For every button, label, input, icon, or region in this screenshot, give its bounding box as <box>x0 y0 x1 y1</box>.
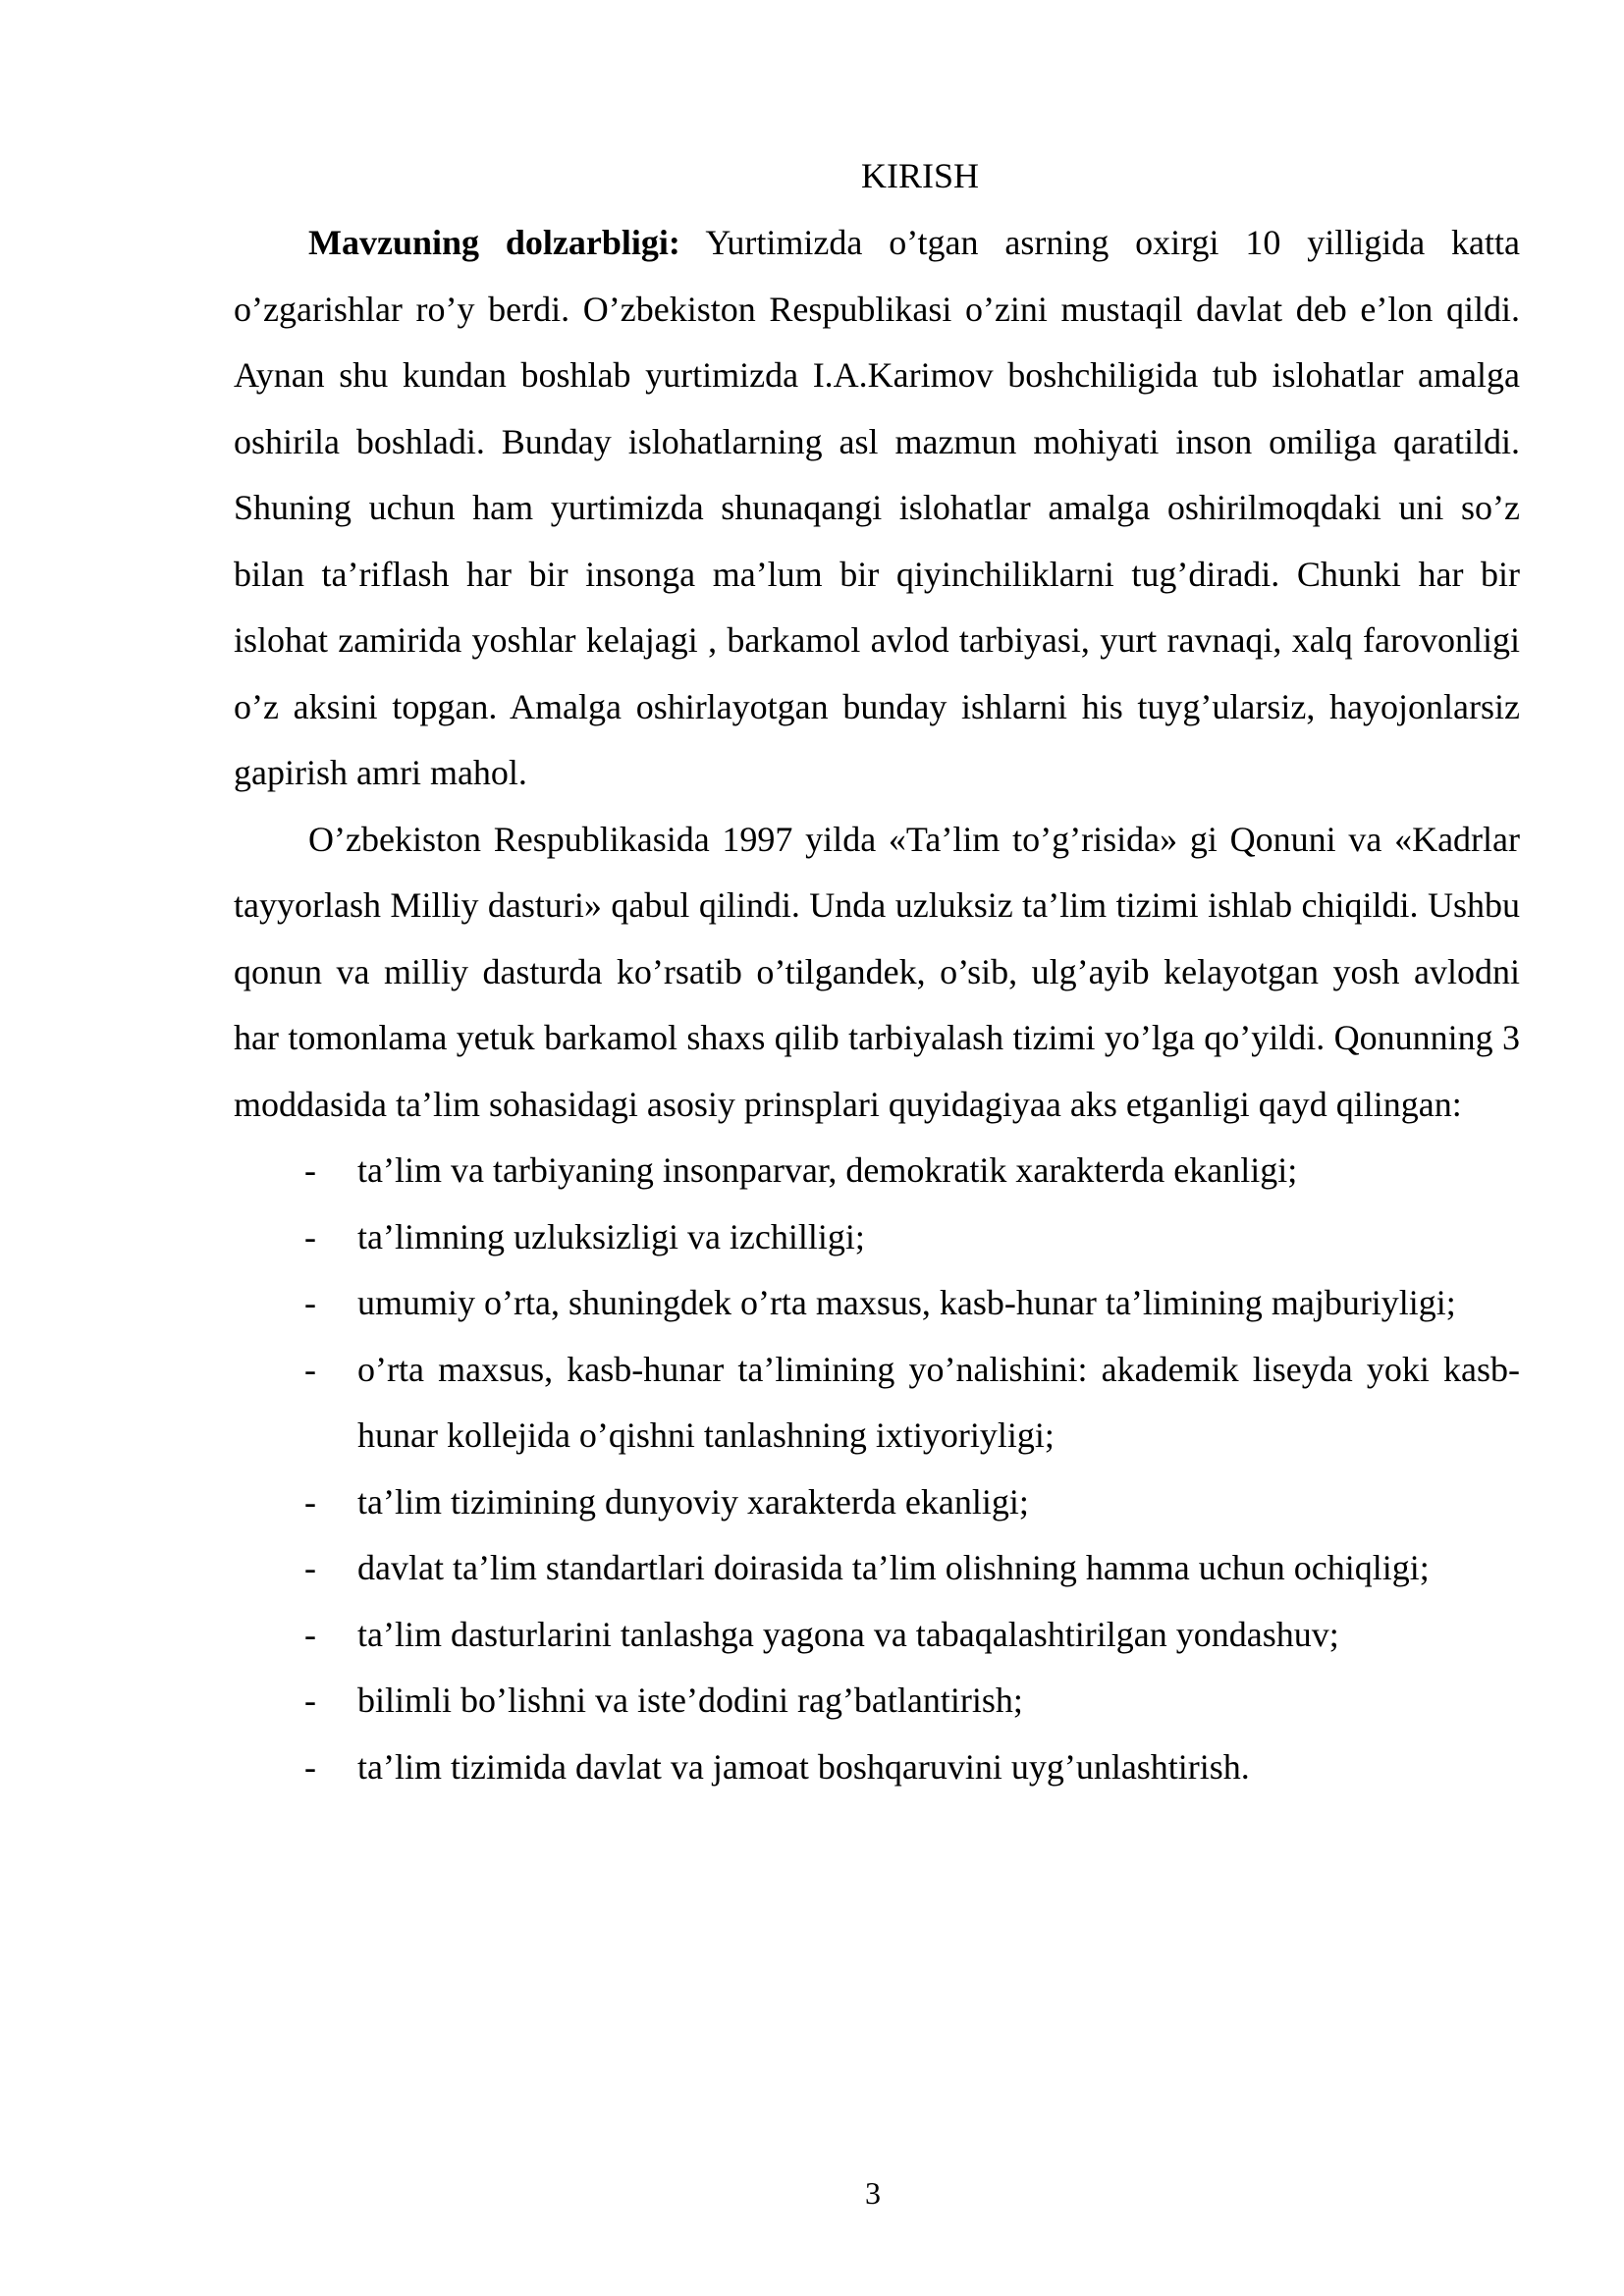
list-item <box>234 1735 1520 1801</box>
list-item-text: umumiy o’rta, shuningdek o’rta maxsus, kasb-hunar ta’limining majburiyligi; <box>357 1283 1456 1322</box>
paragraph-relevance <box>234 210 1520 807</box>
list-item-text: ta’limning uzluksizligi va izchilligi; <box>357 1216 865 1256</box>
page-title: KIRISH <box>860 156 979 195</box>
bullet-dash: - <box>304 1216 316 1256</box>
list-item-text: ta’lim tizimining dunyoviy xarakterda ekanligi; <box>357 1481 1029 1522</box>
bullet-dash: - <box>304 1614 316 1654</box>
bullet-dash: - <box>304 1283 316 1322</box>
paragraph-text: O’zbekiston Respublikasida 1997 yilda «Ta’lim to’g’risida» gi Qonuni va «Kadrlar tayyorlash Milliy dasturi» qabul qilindi. Unda uzluksiz ta’lim tizimi ishlab chiqildi. Ushbu qonun va milliy dasturda ko’rsatib o’tilgandek, o’sib, ulg’ayib kelayotgan yosh avlodni har tomonlama yetuk barkamol shaxs qilib tarbiyalash tizimi yo’lga qo’yildi. Qonunning 3 moddasida ta’lim sohasidagi asosiy prinsplari quyidagiyaa aks etganligi qayd qilingan: <box>234 819 1520 1124</box>
list-item-text: o’rta maxsus, kasb-hunar ta’limining yo’nalishini: akademik liseyda yoki kasb-hunar kollejida o’qishni tanlashning ixtiyoriyligi; <box>357 1349 1520 1455</box>
document-body <box>234 210 1520 1800</box>
bullet-dash: - <box>304 1349 316 1389</box>
list-item <box>234 1469 1520 1536</box>
bullet-dash: - <box>304 1548 316 1587</box>
page-number: 3 <box>865 2175 881 2211</box>
list-item <box>234 1204 1520 1271</box>
list-item <box>234 1668 1520 1735</box>
list-item <box>234 1602 1520 1669</box>
list-item <box>234 1138 1520 1204</box>
paragraph-text: Yurtimizda o’tgan asrning oxirgi 10 yilligida katta o’zgarishlar ro’y berdi. O’zbekiston Respublikasi o’zini mustaqil davlat deb e’lon qildi. Aynan shu kundan boshlab yurtimizda I.A.Karimov boshchiligida tub islohatlar amalga oshirila boshladi. Bunday islohatlarning asl mazmun mohiyati inson omiliga qaratildi. Shuning uchun ham yurtimizda shunaqangi islohatlar amalga oshirilmoqdaki uni so’z bilan ta’riflash har bir insonga ma’lum bir qiyinchiliklarni tug’diradi. Chunki har bir islohat zamirida yoshlar kelajagi , barkamol avlod tarbiyasi, yurt ravnaqi, xalq farovonligi o’z aksini topgan. Amalga oshirlayotgan bunday ishlarni his tuyg’ularsiz, hayojonlarsiz gapirish amri mahol. <box>234 223 1520 792</box>
list-item <box>234 1535 1520 1602</box>
list-item-text: davlat ta’lim standartlari doirasida ta’lim olishning hamma uchun ochiqligi; <box>357 1548 1430 1587</box>
paragraph-lead: Mavzuning dolzarbligi: <box>308 223 680 262</box>
bullet-dash: - <box>304 1681 316 1720</box>
list-item-text: ta’lim tizimida davlat va jamoat boshqaruvini uyg’unlashtirish. <box>357 1746 1250 1787</box>
bullet-dash: - <box>304 1481 316 1522</box>
paragraph-law <box>234 807 1520 1139</box>
list-item-text: bilimli bo’lishni va iste’dodini rag’batlantirish; <box>357 1681 1023 1720</box>
principles-list <box>234 1138 1520 1800</box>
bullet-dash: - <box>304 1746 316 1787</box>
list-item <box>234 1270 1520 1337</box>
list-item <box>234 1337 1520 1469</box>
bullet-dash: - <box>304 1150 316 1190</box>
list-item-text: ta’lim va tarbiyaning insonparvar, demokratik xarakterda ekanligi; <box>357 1150 1298 1190</box>
list-item-text: ta’lim dasturlarini tanlashga yagona va tabaqalashtirilgan yondashuv; <box>357 1614 1339 1654</box>
